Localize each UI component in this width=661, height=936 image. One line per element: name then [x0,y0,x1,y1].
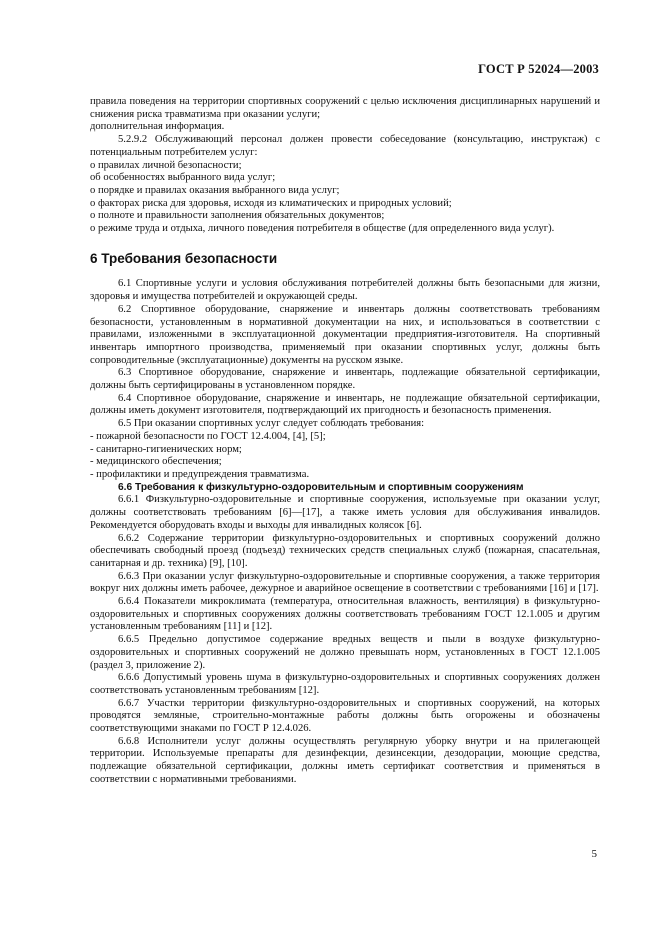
clause-6-6-7: 6.6.7 Участки территории физкультурно-оздоровительных и спортивных сооружений, на которых проводятся земляные, строительно-монтажные работы должны быть огорожены и обозначены соответствующими знаками по ГОСТ Р 12.4.026. [90,697,600,735]
list-item: - медицинского обеспечения; [90,456,222,468]
clause-5-2-9-2: 5.2.9.2 Обслуживающий персонал должен провести собеседование (консультацию, инструктаж) с потенциальным потребителем услуг: [90,134,600,158]
clause-6-6-8: 6.6.8 Исполнители услуг должны осуществлять регулярную уборку внутри и на прилегающей территории. Используемые препараты для дезинфекции, дезинсекции, дезодорации, моющие средства, подлежащие обязательной сертификации, должны иметь сертификат соответствия и применяться в соответствии с нормативными требованиями. [90,735,600,785]
clause-6-3: 6.3 Спортивное оборудование, снаряжение и инвентарь, подлежащие обязательной сертификации, должны быть сертифицированы в установленном порядке. [90,367,600,392]
clause-6-6-6: 6.6.6 Допустимый уровень шума в физкультурно-оздоровительных и спортивных сооружениях должен соответствовать установленным требованиям [12]. [90,672,600,696]
clause-6-6-1: 6.6.1 Физкультурно-оздоровительные и спортивные сооружения, используемые при оказании услуг, должны соответствовать требованиям [6]—[17], а также иметь условия для обслуживания инвалидов. Рекомендуется оборудовать входы и выходы для инвалидных колясок [6]. [90,494,600,531]
clause-6-6-3: 6.6.3 При оказании услуг физкультурно-оздоровительные и спортивные сооружения, а также территория вокруг них должны иметь рабочее, дежурное и аварийное освещение в соответствии с требованиями [16] и [17]. [90,570,600,595]
clause-6-6-2: 6.6.2 Содержание территории физкультурно-оздоровительных и спортивных сооружений должно обеспечивать свободный проезд (подъезд) технических средств специальных служб (пожарная, спасательная, санитарная и др. техника) [9], [10]. [90,532,600,569]
list-item: - профилактики и предупреждения травматизма. [90,468,310,480]
page-body [90,96,600,787]
clause-6-2: 6.2 Спортивное оборудование, снаряжение и инвентарь должны соответствовать требованиям безопасности, установленным в нормативной документации на них, и использоваться в соответствии с правилами, изложенными в эксплуатационной документации предприятия-изготовителя. На спортивный инвентарь импортного производства, применяемый при оказании спортивных услуг, должны быть сопроводительные (эксплуатационные) документы на русском языке. [90,303,600,366]
list-item: о порядке и правилах оказания выбранного вида услуг; [90,184,340,196]
list-item: о полноте и правильности заполнения обязательных документов; [90,210,385,222]
clause-6-6-5: 6.6.5 Предельно допустимое содержание вредных веществ и пыли в воздухе физкультурно-оздоровительных и спортивных сооружений не должно превышать норм, установленных в ГОСТ 12.1.005 (раздел 3, приложение 2). [90,634,600,671]
list-item: об особенностях выбранного вида услуг; [90,172,276,184]
clause-6-1: 6.1 Спортивные услуги и условия обслуживания потребителей должны быть безопасными для жизни, здоровья и имущества потребителей и окружающей среды. [90,278,600,303]
subsection-6-6-title: 6.6 Требования к физкультурно-оздоровительным и спортивным сооружениям [118,481,524,493]
clause-6-4: 6.4 Спортивное оборудование, снаряжение и инвентарь, не подлежащие обязательной сертификации, должны иметь документ изготовителя, подтверждающий их пригодность и безопасность применения. [90,392,600,417]
list-item: - пожарной безопасности по ГОСТ 12.4.004, [4], [5]; [90,430,326,442]
document-code-header: ГОСТ Р 52024—2003 [478,62,599,76]
list-item: - санитарно-гигиенических норм; [90,443,242,455]
paragraph: дополнительная информация. [90,121,225,133]
page-number: 5 [591,848,597,860]
section-6-title: 6 Требования безопасности [90,250,278,266]
clause-6-6-4: 6.6.4 Показатели микроклимата (температура, относительная влажность, вентиляция) в физкультурно-оздоровительных и спортивных сооружениях должны соответствовать требованиям ГОСТ 12.1.005 и другим установленным требованиям [11] и [12]. [90,596,600,633]
clause-6-5: 6.5 При оказании спортивных услуг следует соблюдать требования: [118,418,425,430]
list-item: о режиме труда и отдыха, личного поведения потребителя в обществе (для определенного вида услуг). [90,223,555,235]
paragraph: правила поведения на территории спортивных сооружений с целью исключения дисциплинарных нарушений и снижения риска травматизма при оказании услуги; [90,96,600,120]
list-item: о правилах личной безопасности; [90,159,242,171]
list-item: о факторах риска для здоровья, исходя из климатических и природных условий; [90,197,452,209]
